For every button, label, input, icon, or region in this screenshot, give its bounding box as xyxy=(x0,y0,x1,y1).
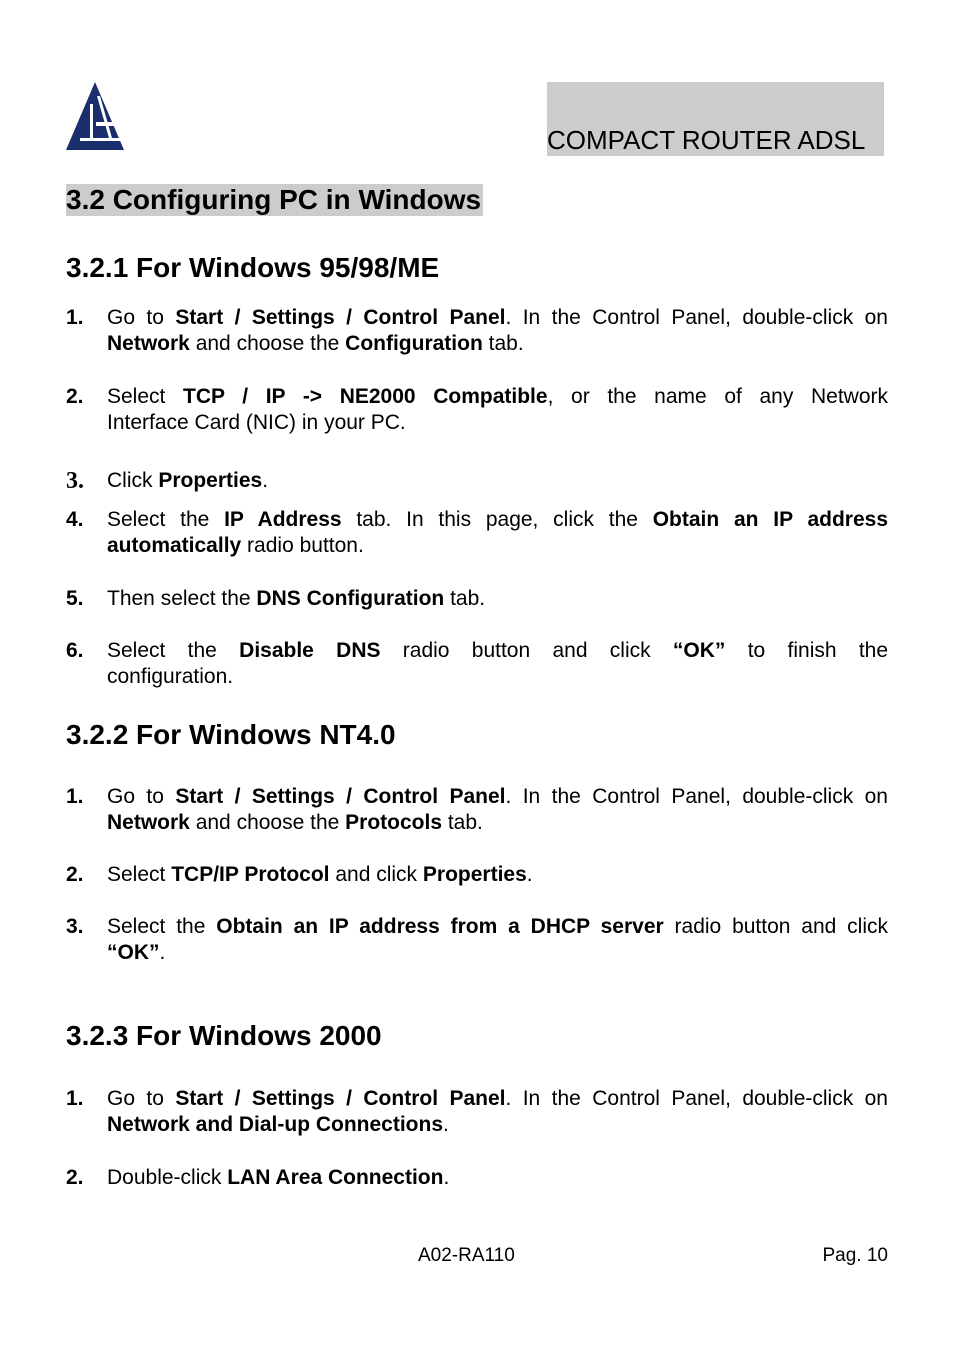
list-item: 2. Select TCP/IP Protocol and click Properties. xyxy=(66,863,533,886)
header-title: COMPACT ROUTER ADSL xyxy=(547,125,866,155)
list-item: 5. Then select the DNS Configuration tab. xyxy=(66,587,486,610)
list-item: 2. Double-click LAN Area Connection. xyxy=(66,1166,450,1189)
page-number: Pag. 10 xyxy=(822,1245,888,1266)
list-item: 6. Select the Disable DNS radio button and click “OK” to finish the configuration. xyxy=(66,639,889,688)
list-item: 3. Select the Obtain an IP address from a DHCP server radio button and click “OK”. xyxy=(66,915,889,964)
list-item: 2. Select TCP / IP -> NE2000 Compatible, or the name of any Network Interface Card (NIC) in your PC. xyxy=(66,385,888,434)
document-code: A02-RA110 xyxy=(418,1245,515,1266)
subsection-title-95-98-me: 3.2.1 For Windows 95/98/ME xyxy=(66,252,440,283)
subsection-title-2000: 3.2.3 For Windows 2000 xyxy=(66,1020,382,1051)
list-item: 1. Go to Start / Settings / Control Panel. In the Control Panel, double-click on Network and choose the Configuration tab. xyxy=(66,306,888,355)
subsection-title-nt4: 3.2.2 For Windows NT4.0 xyxy=(66,719,396,750)
list-item: 3. Click Properties. xyxy=(66,468,269,494)
list-item: 1. Go to Start / Settings / Control Panel. In the Control Panel, double-click on Network and choose the Protocols tab. xyxy=(66,785,888,834)
company-logo-icon xyxy=(66,82,124,150)
list-item: 1. Go to Start / Settings / Control Panel. In the Control Panel, double-click on Network and Dial-up Connections. xyxy=(66,1087,888,1136)
list-item: 4. Select the IP Address tab. In this page, click the Obtain an IP address automatically radio button. xyxy=(66,508,888,557)
section-title: 3.2 Configuring PC in Windows xyxy=(66,184,482,215)
